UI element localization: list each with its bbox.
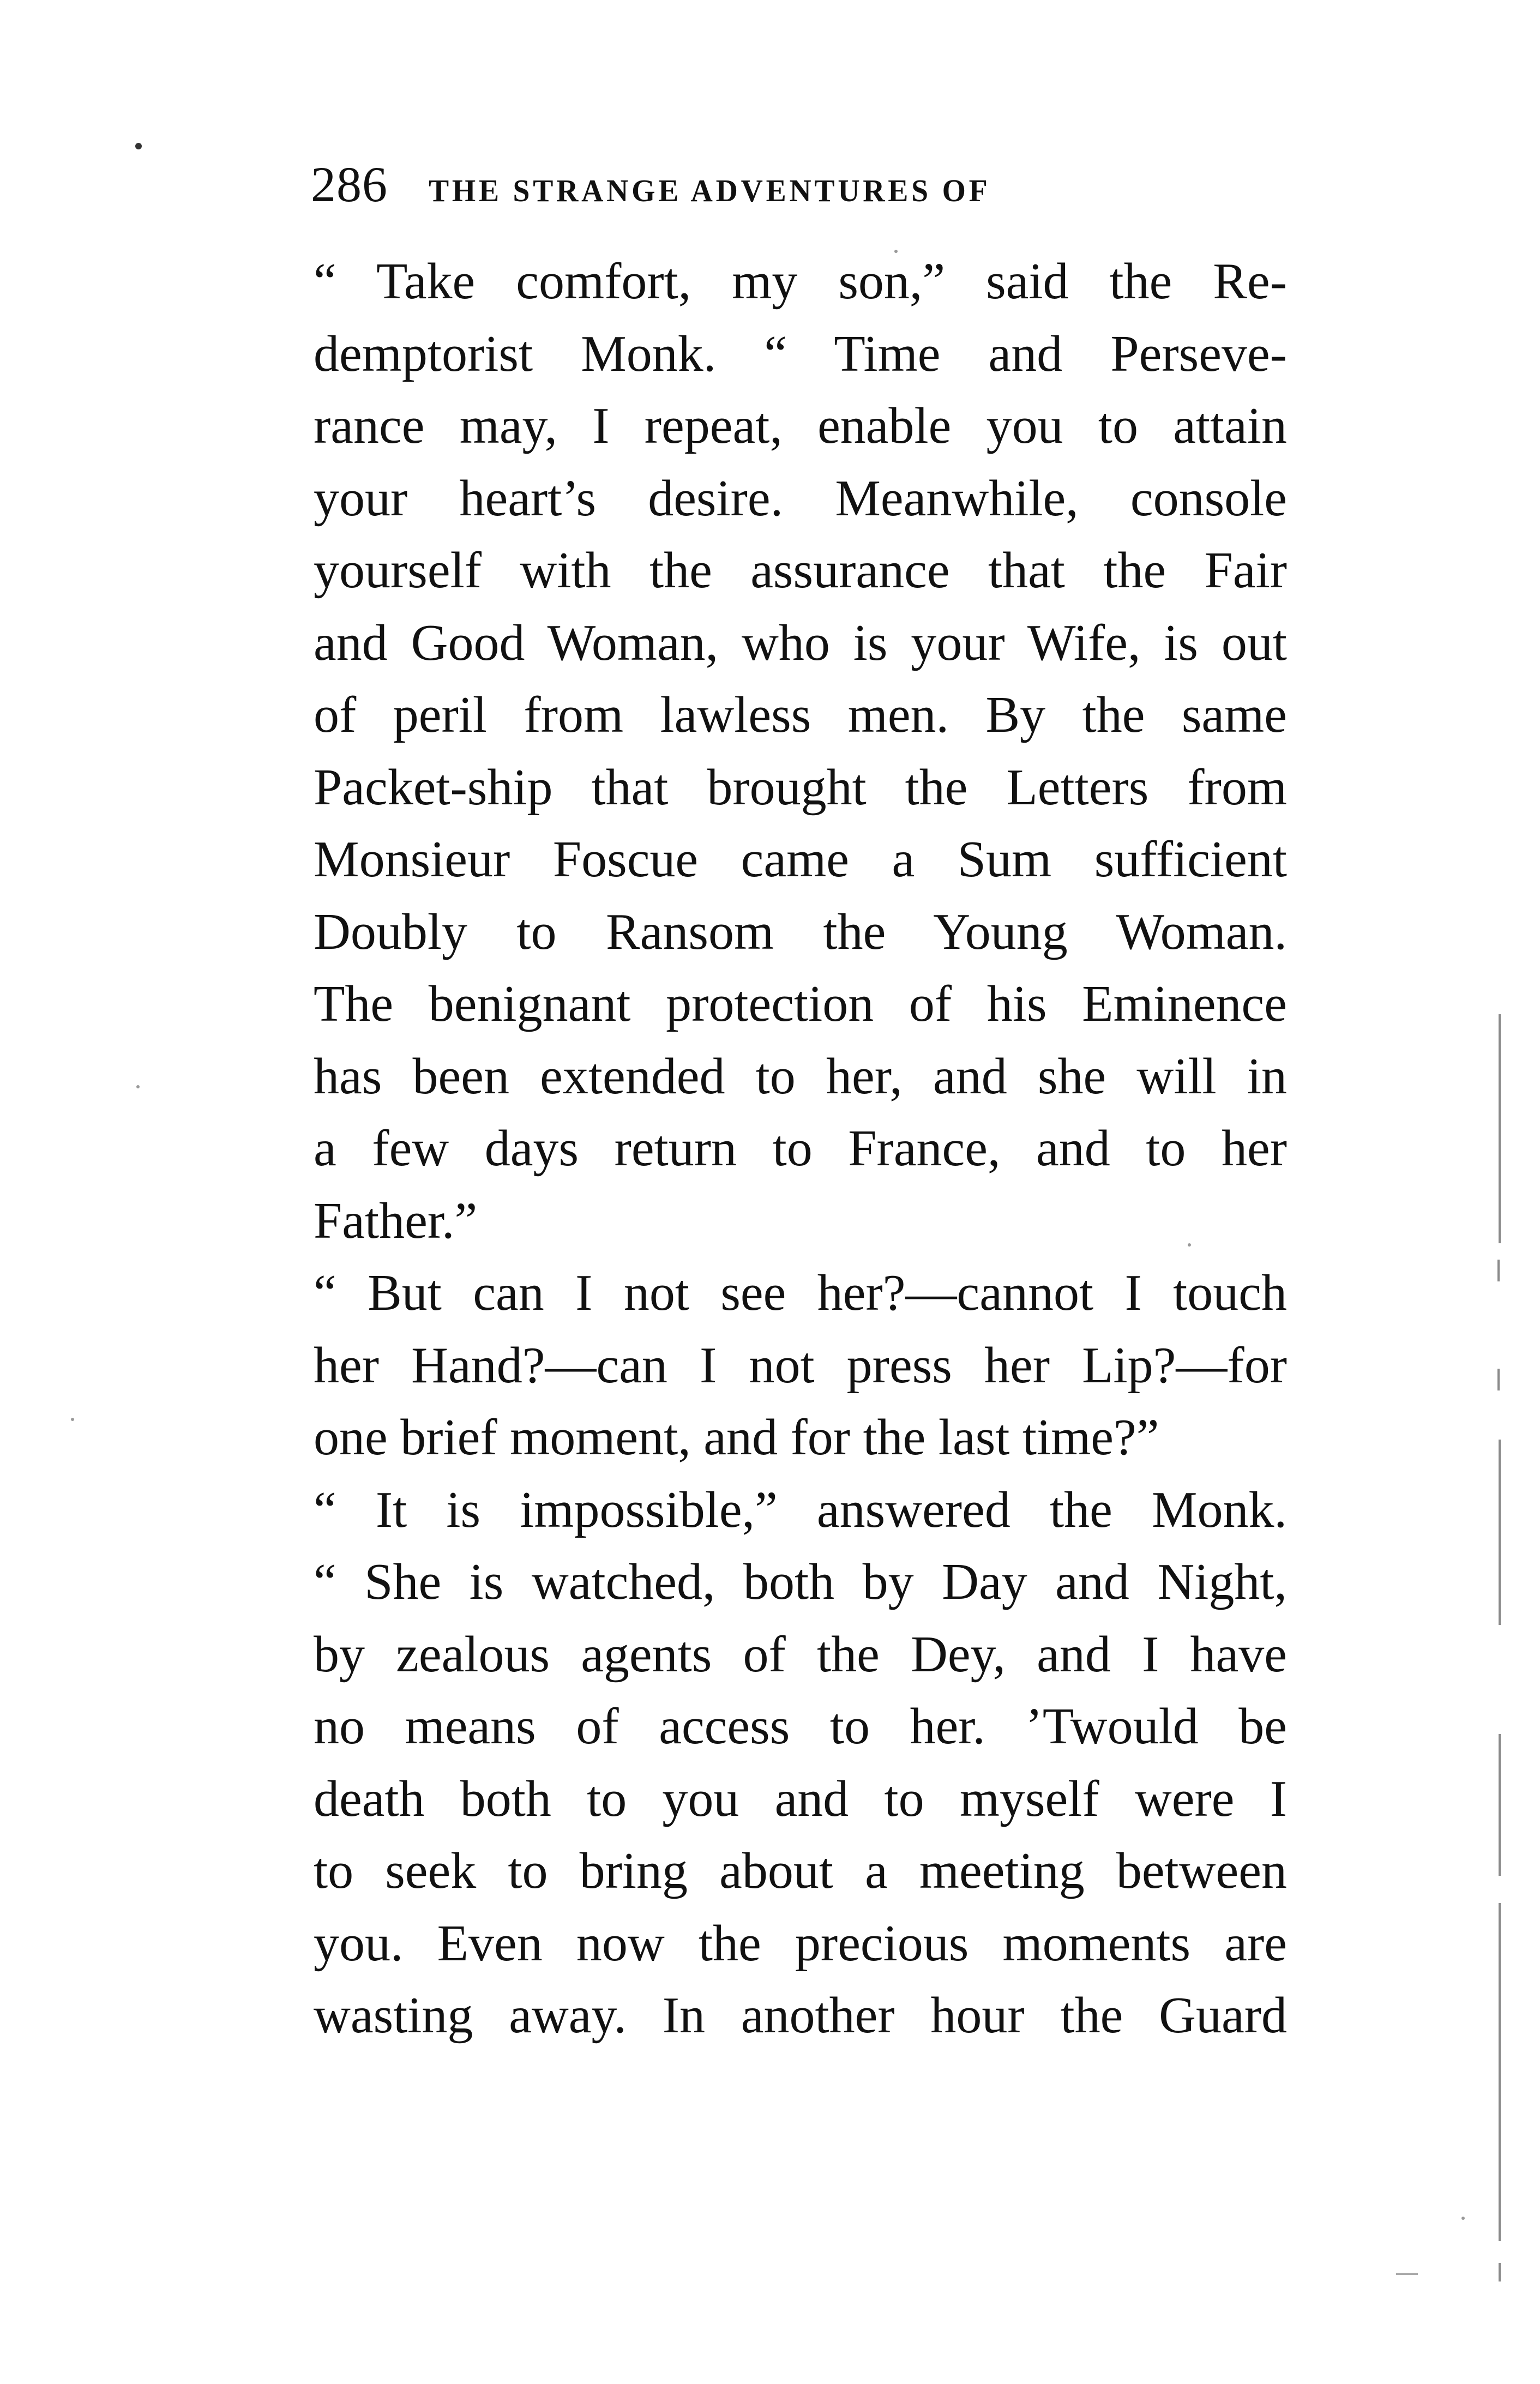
text-line: wasting away. In another hour the Guard	[314, 1987, 1287, 2044]
margin-mark	[1499, 1014, 1501, 1243]
text-line: of peril from lawless men. By the same	[314, 687, 1287, 743]
text-line: a few days return to France, and to her	[314, 1120, 1287, 1177]
margin-mark	[1499, 1440, 1501, 1625]
margin-mark	[1499, 1734, 1501, 1876]
text-line: Father.”	[314, 1192, 478, 1249]
scan-speck	[135, 143, 142, 149]
margin-mark	[1497, 1369, 1500, 1390]
running-head: THE STRANGE ADVENTURES OF	[429, 173, 991, 208]
page-header	[311, 155, 1282, 215]
text-line: to seek to bring about a meeting between	[314, 1843, 1287, 1899]
margin-mark	[1497, 1260, 1500, 1281]
text-line: “ It is impossible,” answered the Monk.	[314, 1481, 1287, 1538]
text-line: has been extended to her, and she will in	[314, 1047, 1287, 1105]
text-line: no means of access to her. ’Twould be	[314, 1698, 1287, 1755]
text-line: your heart’s desire. Meanwhile, console	[314, 469, 1287, 527]
text-line: death both to you and to myself were I	[314, 1770, 1287, 1827]
scan-speck	[136, 1085, 140, 1088]
scan-speck	[1461, 2217, 1465, 2220]
scan-speck	[1188, 1243, 1191, 1247]
body-text	[314, 245, 1287, 2052]
margin-mark	[1499, 2263, 1501, 2281]
text-line: Monsieur Foscue came a Sum sufficient	[314, 831, 1287, 888]
scan-speck	[71, 1418, 74, 1421]
text-line: “ She is watched, both by Day and Night,	[314, 1554, 1287, 1610]
text-line: and Good Woman, who is your Wife, is out	[314, 614, 1287, 671]
text-line: The benignant protection of his Eminence	[314, 976, 1287, 1032]
text-line: yourself with the assurance that the Fair	[314, 542, 1287, 599]
text-line: demptorist Monk. “ Time and Perseve-	[314, 325, 1287, 382]
page-number: 286	[311, 156, 388, 212]
text-line: by zealous agents of the Dey, and I have	[314, 1626, 1287, 1683]
text-line: her Hand?—can I not press her Lip?—for	[314, 1337, 1287, 1394]
margin-mark	[1396, 2273, 1418, 2275]
text-line: Packet-ship that brought the Letters from	[314, 758, 1287, 816]
text-line: rance may, I repeat, enable you to attain	[314, 398, 1287, 454]
text-line: “ But can I not see her?—cannot I touch	[314, 1265, 1287, 1321]
text-line: Doubly to Ransom the Young Woman.	[314, 903, 1287, 960]
text-line: “ Take comfort, my son,” said the Re-	[314, 253, 1287, 310]
text-line: you. Even now the precious moments are	[314, 1915, 1287, 1972]
text-line: one brief moment, and for the last time?”	[314, 1409, 1159, 1466]
scan-speck	[894, 250, 898, 253]
margin-mark	[1499, 1903, 1501, 2241]
